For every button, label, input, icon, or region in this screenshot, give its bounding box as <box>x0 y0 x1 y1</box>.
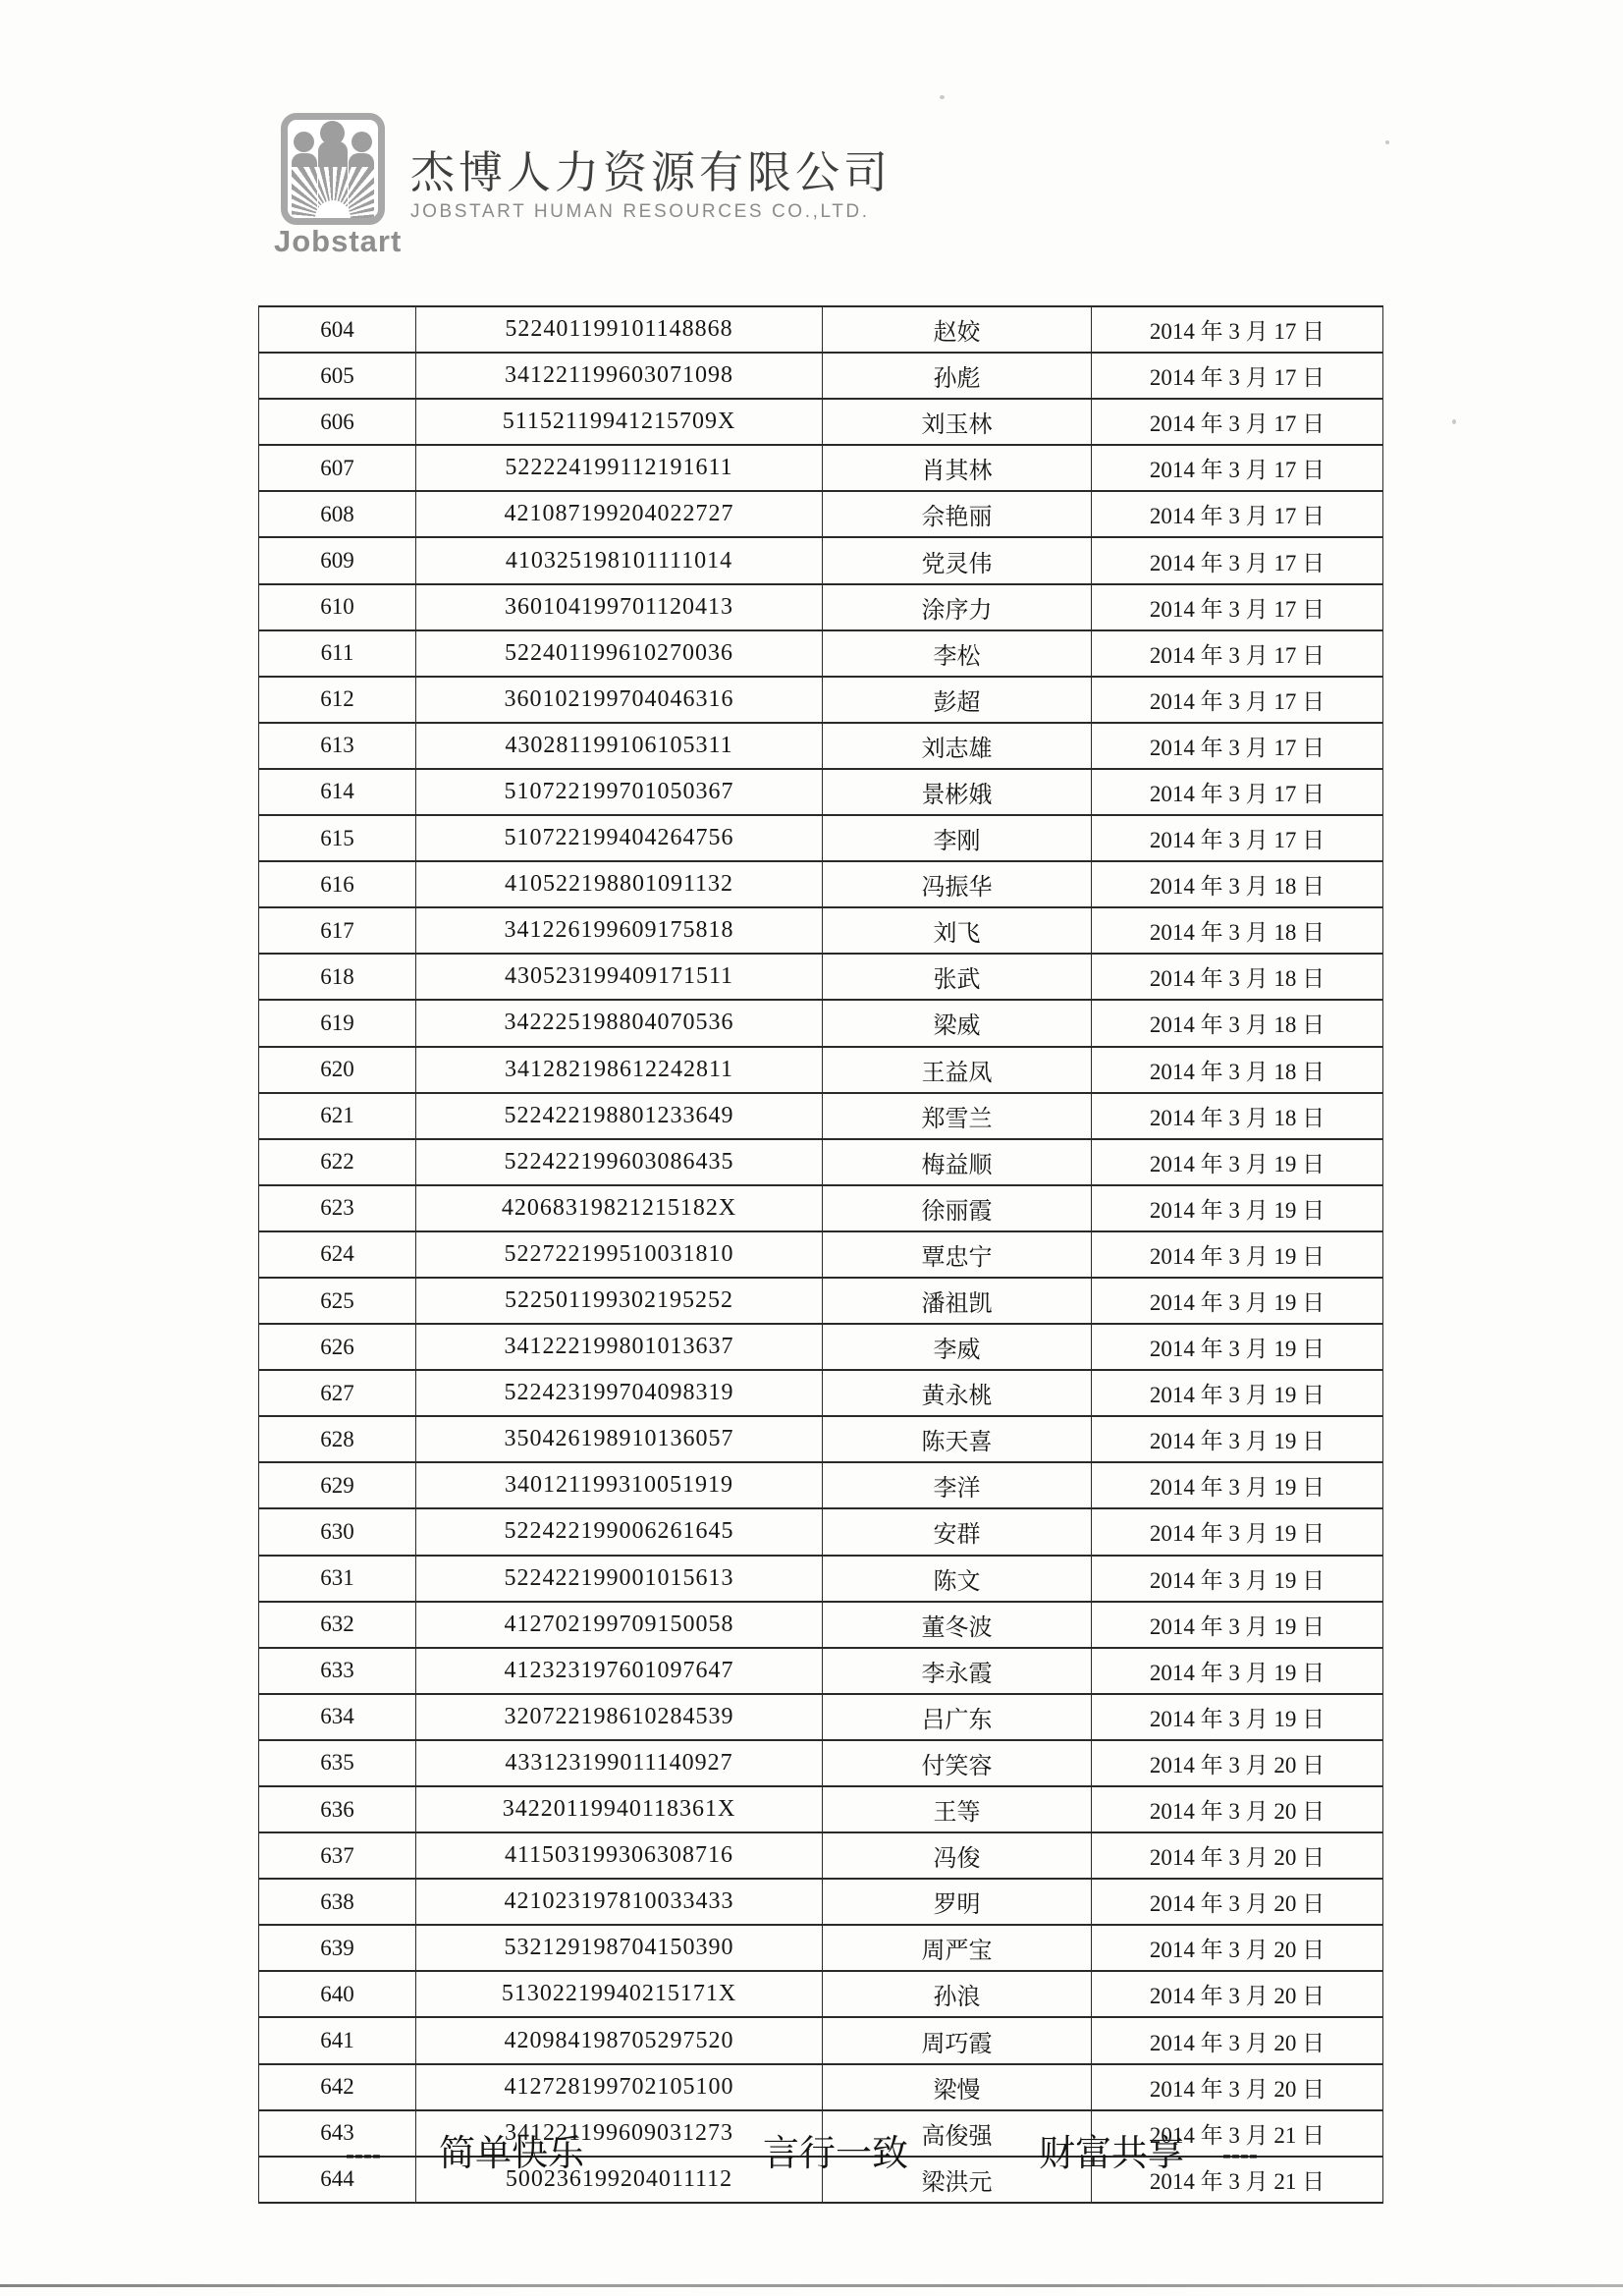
table-row <box>259 861 1383 907</box>
id-number-cell: 341226199609175818 <box>416 907 823 954</box>
date-cell: 2014 年 3 月 21 日 <box>1092 2110 1383 2157</box>
id-number-cell: 360104199701120413 <box>416 584 823 630</box>
date-cell: 2014 年 3 月 17 日 <box>1092 399 1383 445</box>
company-name-chinese: 杰博人力资源有限公司 <box>410 148 893 197</box>
row-number-cell: 627 <box>259 1370 416 1416</box>
table-row <box>259 1462 1383 1508</box>
row-number-cell: 619 <box>259 1000 416 1046</box>
date-cell: 2014 年 3 月 17 日 <box>1092 491 1383 537</box>
date-cell: 2014 年 3 月 20 日 <box>1092 1879 1383 1925</box>
person-name-cell: 李刚 <box>823 815 1092 861</box>
date-cell: 2014 年 3 月 19 日 <box>1092 1278 1383 1324</box>
row-number-cell: 616 <box>259 861 416 907</box>
table-row <box>259 584 1383 630</box>
person-name-cell: 刘飞 <box>823 907 1092 954</box>
table-row <box>259 1508 1383 1555</box>
table-row <box>259 1694 1383 1740</box>
table-row <box>259 1879 1383 1925</box>
row-number-cell: 622 <box>259 1139 416 1185</box>
id-number-cell: 522422199006261645 <box>416 1508 823 1555</box>
date-cell: 2014 年 3 月 20 日 <box>1092 1832 1383 1879</box>
row-number-cell: 632 <box>259 1602 416 1648</box>
date-cell: 2014 年 3 月 18 日 <box>1092 1000 1383 1046</box>
person-name-cell: 王益凤 <box>823 1047 1092 1093</box>
row-number-cell: 638 <box>259 1879 416 1925</box>
footer-dash-left: ---- <box>346 2140 381 2169</box>
person-name-cell: 徐丽霞 <box>823 1185 1092 1231</box>
id-number-cell: 522224199112191611 <box>416 445 823 491</box>
row-number-cell: 610 <box>259 584 416 630</box>
id-number-cell: 341221199603071098 <box>416 353 823 399</box>
person-name-cell: 黄永桃 <box>823 1370 1092 1416</box>
row-number-cell: 640 <box>259 1971 416 2017</box>
table-row <box>259 630 1383 677</box>
scan-speck <box>940 95 945 99</box>
footer-slogan-2: 言行一致 <box>763 2134 908 2174</box>
row-number-cell: 615 <box>259 815 416 861</box>
person-name-cell: 付笑容 <box>823 1740 1092 1786</box>
id-number-cell: 350426198910136057 <box>416 1416 823 1462</box>
id-number-cell: 412728199702105100 <box>416 2064 823 2110</box>
person-name-cell: 李松 <box>823 630 1092 677</box>
id-number-cell: 430281199106105311 <box>416 723 823 769</box>
row-number-cell: 636 <box>259 1786 416 1832</box>
table-row <box>259 907 1383 954</box>
table-row <box>259 537 1383 583</box>
row-number-cell: 611 <box>259 630 416 677</box>
table-row <box>259 353 1383 399</box>
id-number-cell: 341221199609031273 <box>416 2110 823 2157</box>
row-number-cell: 637 <box>259 1832 416 1879</box>
row-number-cell: 614 <box>259 769 416 815</box>
person-name-cell: 高俊强 <box>823 2110 1092 2157</box>
person-name-cell: 孙彪 <box>823 353 1092 399</box>
table-row <box>259 1786 1383 1832</box>
row-number-cell: 613 <box>259 723 416 769</box>
person-name-cell: 安群 <box>823 1508 1092 1555</box>
date-cell: 2014 年 3 月 17 日 <box>1092 445 1383 491</box>
person-name-cell: 梁慢 <box>823 2064 1092 2110</box>
id-number-cell: 500236199204011112 <box>416 2157 823 2203</box>
person-name-cell: 李威 <box>823 1324 1092 1370</box>
person-name-cell: 周严宝 <box>823 1925 1092 1971</box>
person-name-cell: 刘志雄 <box>823 723 1092 769</box>
roster-table <box>258 305 1383 2204</box>
person-name-cell: 周巧霞 <box>823 2017 1092 2063</box>
id-number-cell: 51302219940215171X <box>416 1971 823 2017</box>
row-number-cell: 624 <box>259 1231 416 1278</box>
footer-slogan-1: 简单快乐 <box>439 2134 584 2174</box>
id-number-cell: 430523199409171511 <box>416 954 823 1000</box>
date-cell: 2014 年 3 月 19 日 <box>1092 1694 1383 1740</box>
id-number-cell: 510722199404264756 <box>416 815 823 861</box>
date-cell: 2014 年 3 月 20 日 <box>1092 1740 1383 1786</box>
table-row <box>259 1740 1383 1786</box>
row-number-cell: 626 <box>259 1324 416 1370</box>
table-row <box>259 1416 1383 1462</box>
id-number-cell: 433123199011140927 <box>416 1740 823 1786</box>
row-number-cell: 618 <box>259 954 416 1000</box>
id-number-cell: 522722199510031810 <box>416 1231 823 1278</box>
person-name-cell: 吕广东 <box>823 1694 1092 1740</box>
date-cell: 2014 年 3 月 17 日 <box>1092 769 1383 815</box>
id-number-cell: 42068319821215182X <box>416 1185 823 1231</box>
row-number-cell: 607 <box>259 445 416 491</box>
person-name-cell: 孙浪 <box>823 1971 1092 2017</box>
person-name-cell: 涂序力 <box>823 584 1092 630</box>
table-row <box>259 1925 1383 1971</box>
table-row <box>259 1231 1383 1278</box>
date-cell: 2014 年 3 月 18 日 <box>1092 954 1383 1000</box>
company-name-block <box>410 147 892 223</box>
table-row <box>259 2017 1383 2063</box>
date-cell: 2014 年 3 月 17 日 <box>1092 815 1383 861</box>
person-name-cell: 董冬波 <box>823 1602 1092 1648</box>
footer-slogan-3: 财富共享 <box>1039 2134 1184 2174</box>
date-cell: 2014 年 3 月 19 日 <box>1092 1416 1383 1462</box>
date-cell: 2014 年 3 月 20 日 <box>1092 2064 1383 2110</box>
date-cell: 2014 年 3 月 20 日 <box>1092 1925 1383 1971</box>
id-number-cell: 410325198101111014 <box>416 537 823 583</box>
date-cell: 2014 年 3 月 18 日 <box>1092 1047 1383 1093</box>
id-number-cell: 420984198705297520 <box>416 2017 823 2063</box>
id-number-cell: 412702199709150058 <box>416 1602 823 1648</box>
date-cell: 2014 年 3 月 19 日 <box>1092 1462 1383 1508</box>
date-cell: 2014 年 3 月 19 日 <box>1092 1508 1383 1555</box>
table-row <box>259 1324 1383 1370</box>
date-cell: 2014 年 3 月 17 日 <box>1092 306 1383 353</box>
footer-dash-right: ---- <box>1222 2140 1258 2169</box>
scan-speck <box>1452 419 1456 424</box>
id-number-cell: 421087199204022727 <box>416 491 823 537</box>
id-number-cell: 522422199001015613 <box>416 1556 823 1602</box>
row-number-cell: 621 <box>259 1093 416 1139</box>
id-number-cell: 510722199701050367 <box>416 769 823 815</box>
date-cell: 2014 年 3 月 19 日 <box>1092 1556 1383 1602</box>
page-footer <box>0 2133 1623 2178</box>
date-cell: 2014 年 3 月 17 日 <box>1092 677 1383 723</box>
person-name-cell: 彭超 <box>823 677 1092 723</box>
letterhead <box>0 0 1623 295</box>
row-number-cell: 606 <box>259 399 416 445</box>
person-name-cell: 李永霞 <box>823 1648 1092 1694</box>
date-cell: 2014 年 3 月 18 日 <box>1092 907 1383 954</box>
person-name-cell: 覃忠宁 <box>823 1231 1092 1278</box>
people-sunburst-icon <box>281 113 385 225</box>
table-row <box>259 1602 1383 1648</box>
row-number-cell: 643 <box>259 2110 416 2157</box>
table-row <box>259 491 1383 537</box>
person-head-right <box>352 132 372 152</box>
person-name-cell: 梁威 <box>823 1000 1092 1046</box>
row-number-cell: 608 <box>259 491 416 537</box>
table-row <box>259 677 1383 723</box>
table-row <box>259 723 1383 769</box>
row-number-cell: 633 <box>259 1648 416 1694</box>
row-number-cell: 635 <box>259 1740 416 1786</box>
row-number-cell: 630 <box>259 1508 416 1555</box>
table-row <box>259 306 1383 353</box>
table-row <box>259 1093 1383 1139</box>
person-name-cell: 陈文 <box>823 1556 1092 1602</box>
date-cell: 2014 年 3 月 19 日 <box>1092 1648 1383 1694</box>
table-row <box>259 815 1383 861</box>
logo-wordmark: Jobstart <box>274 224 403 258</box>
person-name-cell: 刘玉林 <box>823 399 1092 445</box>
id-number-cell: 522422199603086435 <box>416 1139 823 1185</box>
id-number-cell: 411503199306308716 <box>416 1832 823 1879</box>
person-head-left <box>294 132 314 152</box>
person-name-cell: 潘祖凯 <box>823 1278 1092 1324</box>
row-number-cell: 604 <box>259 306 416 353</box>
table-row <box>259 1185 1383 1231</box>
date-cell: 2014 年 3 月 19 日 <box>1092 1370 1383 1416</box>
row-number-cell: 641 <box>259 2017 416 2063</box>
date-cell: 2014 年 3 月 20 日 <box>1092 1971 1383 2017</box>
person-name-cell: 郑雪兰 <box>823 1093 1092 1139</box>
person-name-cell: 李洋 <box>823 1462 1092 1508</box>
date-cell: 2014 年 3 月 19 日 <box>1092 1324 1383 1370</box>
id-number-cell: 532129198704150390 <box>416 1925 823 1971</box>
person-name-cell: 肖其林 <box>823 445 1092 491</box>
date-cell: 2014 年 3 月 17 日 <box>1092 723 1383 769</box>
person-head-center <box>320 121 345 145</box>
row-number-cell: 620 <box>259 1047 416 1093</box>
date-cell: 2014 年 3 月 17 日 <box>1092 537 1383 583</box>
row-number-cell: 642 <box>259 2064 416 2110</box>
scan-speck <box>1385 140 1389 144</box>
date-cell: 2014 年 3 月 17 日 <box>1092 630 1383 677</box>
date-cell: 2014 年 3 月 17 日 <box>1092 584 1383 630</box>
table-row <box>259 399 1383 445</box>
date-cell: 2014 年 3 月 21 日 <box>1092 2157 1383 2203</box>
row-number-cell: 612 <box>259 677 416 723</box>
person-name-cell: 王等 <box>823 1786 1092 1832</box>
id-number-cell: 522401199610270036 <box>416 630 823 677</box>
table-row <box>259 1047 1383 1093</box>
row-number-cell: 634 <box>259 1694 416 1740</box>
id-number-cell: 320722198610284539 <box>416 1694 823 1740</box>
id-number-cell: 34220119940118361X <box>416 1786 823 1832</box>
date-cell: 2014 年 3 月 18 日 <box>1092 1093 1383 1139</box>
person-name-cell: 梅益顺 <box>823 1139 1092 1185</box>
row-number-cell: 609 <box>259 537 416 583</box>
date-cell: 2014 年 3 月 19 日 <box>1092 1185 1383 1231</box>
row-number-cell: 644 <box>259 2157 416 2203</box>
person-name-cell: 佘艳丽 <box>823 491 1092 537</box>
row-number-cell: 629 <box>259 1462 416 1508</box>
id-number-cell: 522423199704098319 <box>416 1370 823 1416</box>
row-number-cell: 639 <box>259 1925 416 1971</box>
row-number-cell: 617 <box>259 907 416 954</box>
id-number-cell: 342225198804070536 <box>416 1000 823 1046</box>
table-row <box>259 1278 1383 1324</box>
date-cell: 2014 年 3 月 18 日 <box>1092 861 1383 907</box>
person-name-cell: 党灵伟 <box>823 537 1092 583</box>
row-number-cell: 625 <box>259 1278 416 1324</box>
table-row <box>259 1971 1383 2017</box>
table-row <box>259 445 1383 491</box>
table-row <box>259 1832 1383 1879</box>
table-row <box>259 1648 1383 1694</box>
person-name-cell: 景彬娥 <box>823 769 1092 815</box>
date-cell: 2014 年 3 月 20 日 <box>1092 2017 1383 2063</box>
scan-edge-line <box>0 2284 1623 2287</box>
id-number-cell: 340121199310051919 <box>416 1462 823 1508</box>
id-number-cell: 522501199302195252 <box>416 1278 823 1324</box>
person-name-cell: 冯振华 <box>823 861 1092 907</box>
row-number-cell: 605 <box>259 353 416 399</box>
date-cell: 2014 年 3 月 19 日 <box>1092 1139 1383 1185</box>
id-number-cell: 410522198801091132 <box>416 861 823 907</box>
date-cell: 2014 年 3 月 19 日 <box>1092 1231 1383 1278</box>
table-row <box>259 1556 1383 1602</box>
table-row <box>259 1139 1383 1185</box>
row-number-cell: 631 <box>259 1556 416 1602</box>
roster-table-body <box>259 306 1383 2203</box>
person-name-cell: 赵姣 <box>823 306 1092 353</box>
date-cell: 2014 年 3 月 20 日 <box>1092 1786 1383 1832</box>
id-number-cell: 360102199704046316 <box>416 677 823 723</box>
person-name-cell: 张武 <box>823 954 1092 1000</box>
company-name-english: JOBSTART HUMAN RESOURCES CO.,LTD. <box>410 201 870 222</box>
table-row <box>259 1000 1383 1046</box>
table-row <box>259 1370 1383 1416</box>
person-name-cell: 冯俊 <box>823 1832 1092 1879</box>
id-number-cell: 522422198801233649 <box>416 1093 823 1139</box>
id-number-cell: 51152119941215709X <box>416 399 823 445</box>
table-row <box>259 769 1383 815</box>
date-cell: 2014 年 3 月 17 日 <box>1092 353 1383 399</box>
id-number-cell: 421023197810033433 <box>416 1879 823 1925</box>
id-number-cell: 522401199101148868 <box>416 306 823 353</box>
row-number-cell: 628 <box>259 1416 416 1462</box>
row-number-cell: 623 <box>259 1185 416 1231</box>
id-number-cell: 412323197601097647 <box>416 1648 823 1694</box>
person-name-cell: 罗明 <box>823 1879 1092 1925</box>
date-cell: 2014 年 3 月 19 日 <box>1092 1602 1383 1648</box>
person-name-cell: 陈天喜 <box>823 1416 1092 1462</box>
table-row <box>259 954 1383 1000</box>
person-name-cell: 梁洪元 <box>823 2157 1092 2203</box>
id-number-cell: 341282198612242811 <box>416 1047 823 1093</box>
table-row <box>259 2064 1383 2110</box>
id-number-cell: 341222199801013637 <box>416 1324 823 1370</box>
